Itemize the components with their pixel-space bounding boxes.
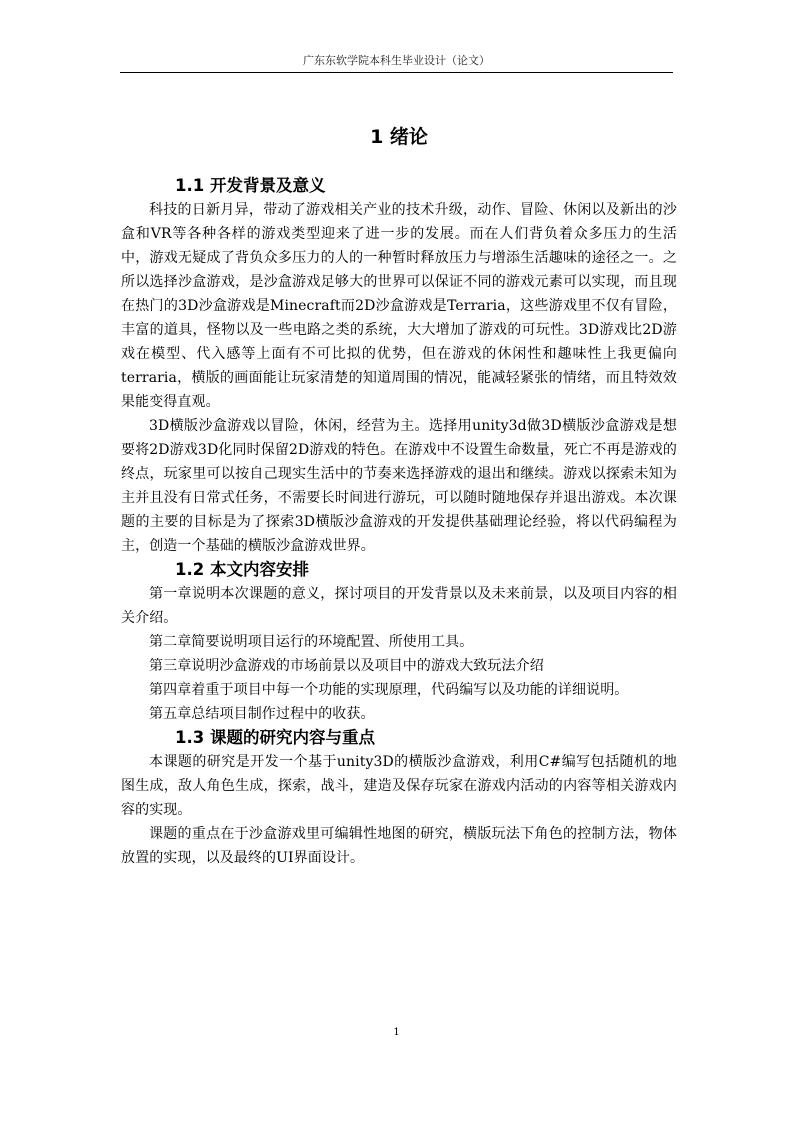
paragraph: 第四章着重于项目中每一个功能的实现原理，代码编写以及功能的详细说明。 <box>149 682 629 698</box>
page-number: 1 <box>393 1027 400 1038</box>
section-heading-1-1: 1.1 开发背景及意义 <box>175 176 326 195</box>
paragraph: 课题的重点在于沙盒游戏里可编辑性地图的研究，横版玩法下角色的控制方法，物体放置的实现，以及最终的UI界面设计。 <box>121 826 677 866</box>
paragraph: 3D横版沙盒游戏以冒险，休闲，经营为主。选择用unity3d做3D横版沙盒游戏是想要将2D游戏3D化同时保留2D游戏的特色。在游戏中不设置生命数量，死亡不再是游戏的终点，玩家里可以按自己现实生活中的节奏来选择游戏的退出和继续。游戏以探索未知为主并且没有日常式任务，不需要长时间进行游玩，可以随时随地保存并退出游戏。本次课题的主要的目标是为了探索3D横版沙盒游戏的开发提供基础理论经验，将以代码编程为主，创造一个基础的横版沙盒游戏世界。 <box>121 418 677 554</box>
paragraph: 第五章总结项目制作过程中的收获。 <box>149 706 375 722</box>
section-heading-1-2: 1.2 本文内容安排 <box>175 560 309 579</box>
paragraph: 科技的日新月异，带动了游戏相关产业的技术升级，动作、冒险、休闲以及新出的沙盒和VR等各种各样的游戏类型迎来了进一步的发展。而在人们背负着众多压力的生活中，游戏无疑成了背负众多压力的人的一种暂时释放压力与增添生活趣味的途径之一。之所以选择沙盒游戏，是沙盒游戏足够大的世界可以保证不同的游戏元素可以实现，而且现在热门的3D沙盒游戏是Minecraft而2D沙盒游戏是Terraria，这些游戏里不仅有冒险，丰富的道具，怪物以及一些电路之类的系统，大大增加了游戏的可玩性。3D游戏比2D游戏在模型、代入感等上面有不可比拟的优势，但在游戏的休闲性和趣味性上我更偏向terraria，横版的画面能让玩家清楚的知道周围的情况，能减轻紧张的情绪，而且特效效果能变得直观。 <box>121 202 677 410</box>
page-header: 广东东软学院本科生毕业设计（论文） <box>303 54 490 67</box>
page-body <box>121 110 677 870</box>
paragraph: 第三章说明沙盒游戏的市场前景以及项目中的游戏大致玩法介绍 <box>149 658 544 674</box>
paragraph: 第一章说明本次课题的意义，探讨项目的开发背景以及未来前景，以及项目内容的相关介绍。 <box>121 586 677 626</box>
section-heading-1-3: 1.3 课题的研究内容与重点 <box>175 728 375 747</box>
header-rule <box>120 72 673 73</box>
paragraph: 本课题的研究是开发一个基于unity3D的横版沙盒游戏，利用C#编写包括随机的地图生成，敌人角色生成，探索，战斗，建造及保存玩家在游戏内活动的内容等相关游戏内容的实现。 <box>121 754 677 818</box>
paragraph: 第二章简要说明项目运行的环境配置、所使用工具。 <box>149 634 474 650</box>
chapter-title: 1 绪论 <box>370 126 428 148</box>
